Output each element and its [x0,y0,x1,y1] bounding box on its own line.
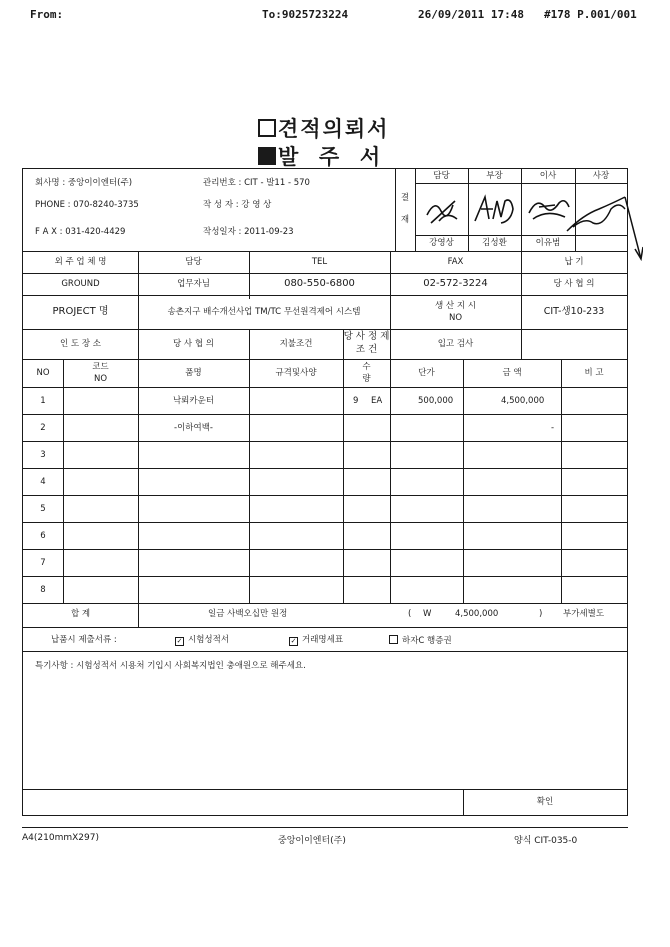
docs-item-test-report-label: 시험성적서 [188,635,230,645]
items-header-spec: 규격및사양 [275,368,317,378]
payment-terms-value-2: 조 건 [355,344,378,355]
row-1-unit: EA [371,396,383,406]
total-vat: 부가세별도 [563,609,605,619]
supplier-company: GROUND [61,279,100,289]
title-purchase-order [258,141,382,171]
supplier-header-fax: FAX [447,257,464,267]
docs-item-statement-label: 거래명세표 [302,635,344,645]
approval-role-director: 이사 [539,171,557,181]
supplier-contact: 업무자님 [177,279,210,289]
title-line2: 발 주 서 [278,144,383,169]
supplier-fax: 02-572-3224 [423,278,488,289]
row-1-price: 500,000 [418,396,454,406]
row-1-no: 1 [40,396,46,406]
written-date: 작성일자 : 2011-09-23 [203,227,294,237]
row-2-amount: - [551,423,555,433]
items-header-unit-price: 단가 [418,368,435,378]
row-1-name: 낙뢰카운터 [172,396,215,406]
total-amount: 4,500,000 [455,609,499,619]
order-form [22,168,628,816]
supplier-header-company: 외 주 업 체 명 [54,257,107,267]
total-currency: W [423,609,432,619]
items-header-amount: 금 액 [502,368,522,378]
docs-item-test-report [175,635,229,646]
footer-company: 중앙이이엔터(주) [278,836,346,846]
production-order-label: 생 산 지 시 [435,301,476,311]
inspection-label: 입고 검사 [437,339,474,349]
company-name: 회사명 : 중앙이이엔터(주) [35,178,133,188]
row-8-no: 8 [40,585,46,595]
supplier-header-contact: 담당 [185,257,202,267]
total-paren-close: ) [539,609,543,619]
row-2-no: 2 [40,423,46,433]
fax-page: #178 P.001/001 [544,8,637,21]
row-1-amount: 4,500,000 [501,396,545,406]
row-3-no: 3 [40,450,46,460]
items-header-qty-2: 량 [362,374,371,384]
delivery-place-label: 인 도 장 소 [60,339,101,349]
title-checkbox-empty [258,119,276,137]
title-line1: 견적의뢰서 [278,116,390,141]
control-number: 관리번호 : CIT - 발11 - 570 [203,178,310,188]
approval-role-manager: 부장 [486,171,503,181]
title-checkbox-filled [258,147,276,165]
signature-president [563,187,643,267]
company-fax: F A X : 031-420-4429 [35,227,126,237]
confirm-label: 확인 [536,797,554,807]
supplier-delivery: 당 사 협 의 [553,279,595,289]
approval-name-director: 이유범 [535,238,561,248]
signature-manager [471,191,519,229]
row-5-no: 5 [40,504,46,514]
row-4-no: 4 [40,477,46,487]
supplier-header-tel: TEL [311,257,328,267]
row-2-name: -이하여백- [174,423,213,433]
approval-role-staff: 담당 [433,171,450,181]
payment-terms-value-1: 당 사 정 제 [343,331,390,342]
items-header-no: NO [36,368,50,378]
items-header-remark: 비 고 [584,368,604,378]
total-label: 합 계 [70,609,91,619]
items-header-code-no: NO [93,374,108,384]
payment-terms-label: 지불조건 [279,339,313,349]
signature-staff [421,193,465,229]
special-remarks: 특기사항 : 시험성적서 시용처 기입시 사회복지법인 충애원으로 해주세요. [35,661,306,671]
supplier-header-delivery: 납 기 [564,257,584,267]
statement-checkbox[interactable]: ✓ [290,637,297,645]
total-korean: 일금 사백오십만 원정 [208,609,288,619]
production-order-number: CIT-생10-233 [543,306,605,317]
writer: 작 성 자 : 강 영 상 [203,200,272,210]
production-order-label-no: NO [448,313,463,323]
docs-item-warranty-label: 하자C 행증권 [402,636,452,646]
items-header-qty-1: 수 [362,362,371,372]
project-name: 송촌지구 배수개선사업 TM/TC 무선원격제어 시스템 [167,307,361,317]
items-header-name: 품명 [185,368,202,378]
delivery-place-value: 당 사 협 의 [173,339,214,349]
approval-role-president: 사장 [592,171,610,181]
approval-label-top: 결 [400,193,410,203]
project-label: PROJECT 명 [52,306,109,317]
approval-label-bottom: 재 [400,215,410,225]
docs-item-statement [289,635,343,646]
docs-label: 납품시 제출서류 : [51,635,117,645]
row-6-no: 6 [40,531,46,541]
row-1-qty: 9 [353,396,359,406]
company-phone: PHONE : 070-8240-3735 [35,200,139,210]
test-report-checkbox[interactable]: ✓ [176,637,183,645]
fax-to: To:9025723224 [262,8,349,21]
footer-form-id: 양식 CIT-035-0 [514,836,578,846]
approval-name-manager: 김성환 [482,238,507,248]
fax-from: From: [30,8,64,21]
fax-datetime: 26/09/2011 17:48 [418,8,524,21]
items-header-code: 코드 [92,362,109,372]
footer-paper-size: A4(210mmX297) [22,833,99,843]
total-paren-open: ( [408,609,412,619]
approval-name-staff: 강영상 [429,238,454,248]
docs-item-warranty [389,635,452,646]
title-quote-request [258,113,389,143]
warranty-checkbox[interactable] [389,635,398,644]
row-7-no: 7 [40,558,46,568]
supplier-tel: 080-550-6800 [284,278,355,289]
